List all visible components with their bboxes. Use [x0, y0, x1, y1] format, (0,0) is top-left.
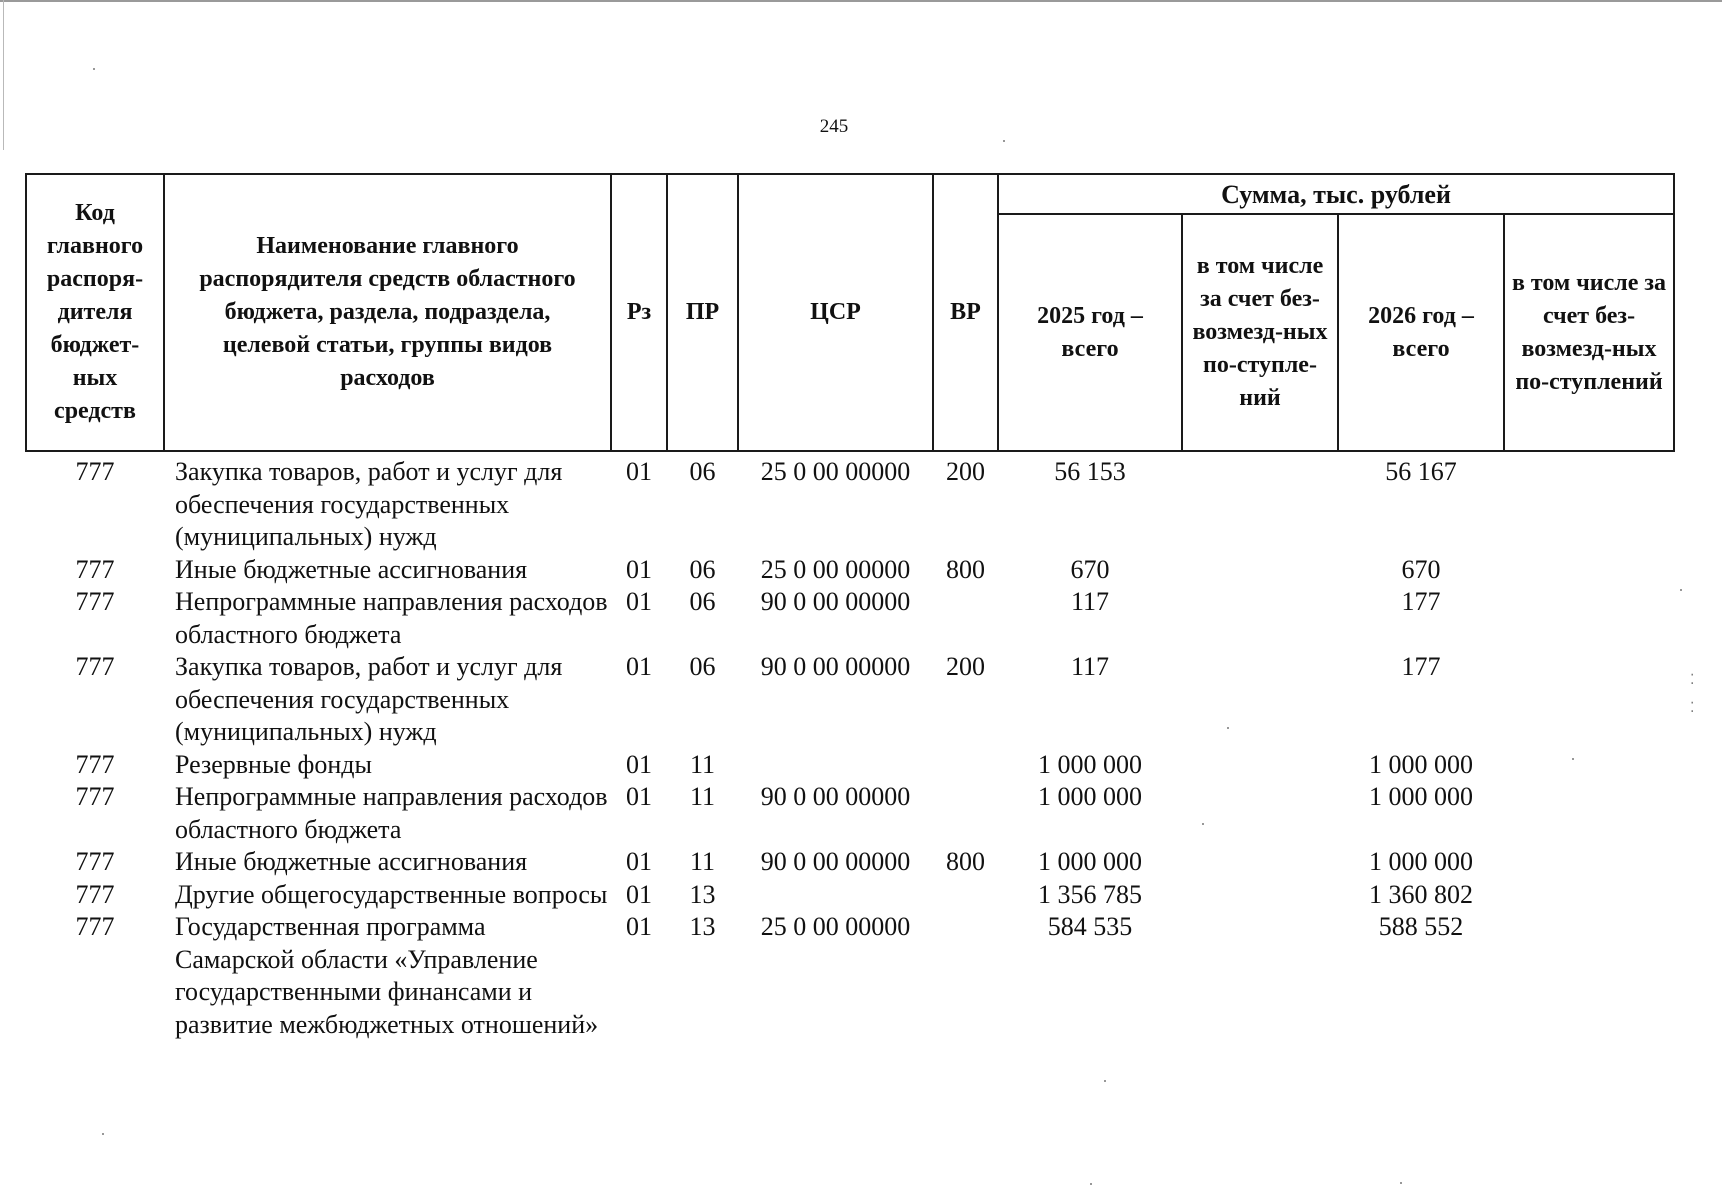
cell-pr: 11 [689, 847, 716, 876]
cell-rz: 01 [626, 912, 652, 941]
cell-2025-total: 117 [1070, 652, 1110, 681]
table-row [26, 554, 1674, 587]
cell-vr [933, 781, 998, 846]
cell-code: 777 [75, 912, 115, 941]
table-row [26, 911, 1674, 1041]
cell-vr [933, 586, 998, 651]
cell-pr: 11 [689, 749, 716, 779]
cell-2026-free [1504, 451, 1674, 554]
cell-code: 777 [75, 782, 115, 811]
table-header [26, 174, 1674, 451]
cell-2025-free [1182, 554, 1338, 587]
cell-2025-free [1182, 451, 1338, 554]
cell-pr: 06 [689, 587, 716, 616]
cell-vr [933, 749, 998, 782]
cell-2026-free [1504, 846, 1674, 879]
cell-2025-free [1182, 846, 1338, 879]
cell-name: Закупка товаров, работ и услуг для обеспечения государственных (муниципальных) нужд [175, 457, 563, 551]
cell-name: Государственная программа Самарской области «Управление государственными финансами и развитие межбюджетных отношений» [175, 912, 599, 1039]
cell-name: Иные бюджетные ассигнования [175, 847, 528, 876]
cell-2026-total: 177 [1401, 652, 1441, 681]
scan-top-edge [0, 0, 1722, 2]
cell-csr: 90 0 00 00000 [760, 847, 911, 876]
cell-rz: 01 [626, 749, 652, 779]
table-body [26, 451, 1674, 1041]
cell-2025-total: 56 153 [1054, 457, 1126, 486]
cell-2026-free [1504, 749, 1674, 782]
cell-code: 777 [75, 554, 115, 584]
cell-2025-free [1182, 879, 1338, 912]
cell-name: Другие общегосударственные вопросы [175, 879, 608, 909]
cell-pr: 13 [689, 912, 716, 941]
cell-2025-free [1182, 749, 1338, 782]
cell-2026-total: 1 000 000 [1369, 782, 1473, 811]
cell-2026-total: 1 360 802 [1369, 879, 1473, 909]
cell-rz: 01 [626, 554, 652, 584]
header-2025-total: 2025 год – всего [998, 214, 1182, 451]
header-code: Код главного распоря-дителя бюджет-ных средств [26, 174, 164, 451]
header-sum-group: Сумма, тыс. рублей [998, 174, 1674, 214]
cell-2026-free [1504, 651, 1674, 749]
cell-2025-free [1182, 911, 1338, 1041]
cell-2025-total: 1 000 000 [1038, 847, 1142, 876]
cell-2026-free [1504, 781, 1674, 846]
cell-2025-total: 117 [1070, 587, 1110, 616]
header-rz: Рз [611, 174, 667, 451]
cell-2025-total: 584 535 [1047, 912, 1133, 941]
cell-name: Непрограммные направления расходов областного бюджета [175, 587, 608, 649]
table-row [26, 451, 1674, 554]
cell-vr [933, 879, 998, 912]
cell-2026-free [1504, 586, 1674, 651]
cell-2026-total: 670 [1401, 554, 1441, 584]
cell-rz: 01 [626, 847, 652, 876]
table-row [26, 586, 1674, 651]
cell-pr: 13 [689, 879, 716, 909]
cell-pr: 06 [689, 554, 716, 584]
header-pr: ПР [667, 174, 738, 451]
table-row [26, 781, 1674, 846]
cell-rz: 01 [626, 652, 652, 681]
cell-code: 777 [75, 749, 115, 779]
cell-2026-total: 1 000 000 [1369, 749, 1473, 779]
header-2025-free: в том числе за счет без-возмезд-ных по-ступле-ний [1182, 214, 1338, 451]
cell-2026-free [1504, 879, 1674, 912]
cell-pr: 06 [689, 457, 716, 486]
cell-name: Закупка товаров, работ и услуг для обеспечения государственных (муниципальных) нужд [175, 652, 563, 746]
cell-2025-free [1182, 586, 1338, 651]
header-name: Наименование главного распорядителя средств областного бюджета, раздела, подраздела, целевой статьи, группы видов расходов [164, 174, 611, 451]
page-number: 245 [819, 116, 849, 137]
cell-rz: 01 [626, 879, 652, 909]
cell-2026-total: 56 167 [1385, 457, 1457, 486]
budget-table [25, 173, 1675, 1041]
cell-vr: 800 [946, 847, 985, 876]
cell-vr: 200 [946, 457, 985, 486]
cell-rz: 01 [626, 782, 652, 811]
cell-2026-total: 588 552 [1378, 912, 1464, 941]
cell-vr [933, 911, 998, 1041]
table-row [26, 879, 1674, 912]
cell-name: Иные бюджетные ассигнования [175, 554, 528, 584]
cell-csr: 25 0 00 00000 [760, 457, 911, 486]
cell-pr: 11 [689, 782, 716, 811]
table-row [26, 846, 1674, 879]
cell-2025-free [1182, 781, 1338, 846]
scan-mark: ⁚ [1690, 673, 1695, 688]
cell-2025-total: 1 000 000 [1038, 749, 1142, 779]
cell-csr: 90 0 00 00000 [760, 782, 911, 811]
header-vr: ВР [933, 174, 998, 451]
cell-2025-free [1182, 651, 1338, 749]
cell-rz: 01 [626, 587, 652, 616]
cell-vr: 800 [946, 554, 985, 584]
cell-code: 777 [75, 587, 115, 616]
header-2026-free: в том числе за счет без-возмезд-ных по-ступлений [1504, 214, 1674, 451]
header-csr: ЦСР [738, 174, 933, 451]
cell-code: 777 [75, 457, 115, 486]
cell-csr [738, 749, 933, 782]
cell-code: 777 [75, 652, 115, 681]
cell-2026-free [1504, 911, 1674, 1041]
cell-code: 777 [75, 879, 115, 909]
scan-mark: ⁚ [1690, 701, 1695, 716]
cell-csr: 90 0 00 00000 [760, 652, 911, 681]
cell-rz: 01 [626, 457, 652, 486]
cell-pr: 06 [689, 652, 716, 681]
cell-csr: 25 0 00 00000 [760, 554, 911, 584]
cell-csr [738, 879, 933, 912]
cell-code: 777 [75, 847, 115, 876]
cell-2026-free [1504, 554, 1674, 587]
table-row [26, 749, 1674, 782]
cell-name: Непрограммные направления расходов областного бюджета [175, 782, 608, 844]
cell-2026-total: 177 [1401, 587, 1441, 616]
cell-csr: 90 0 00 00000 [760, 587, 911, 616]
cell-vr: 200 [946, 652, 985, 681]
cell-csr: 25 0 00 00000 [760, 912, 911, 941]
header-2026-total: 2026 год – всего [1338, 214, 1504, 451]
cell-2026-total: 1 000 000 [1369, 847, 1473, 876]
cell-2025-total: 1 000 000 [1038, 782, 1142, 811]
cell-2025-total: 1 356 785 [1038, 879, 1142, 909]
cell-2025-total: 670 [1070, 554, 1110, 584]
cell-name: Резервные фонды [175, 749, 372, 779]
table-row [26, 651, 1674, 749]
